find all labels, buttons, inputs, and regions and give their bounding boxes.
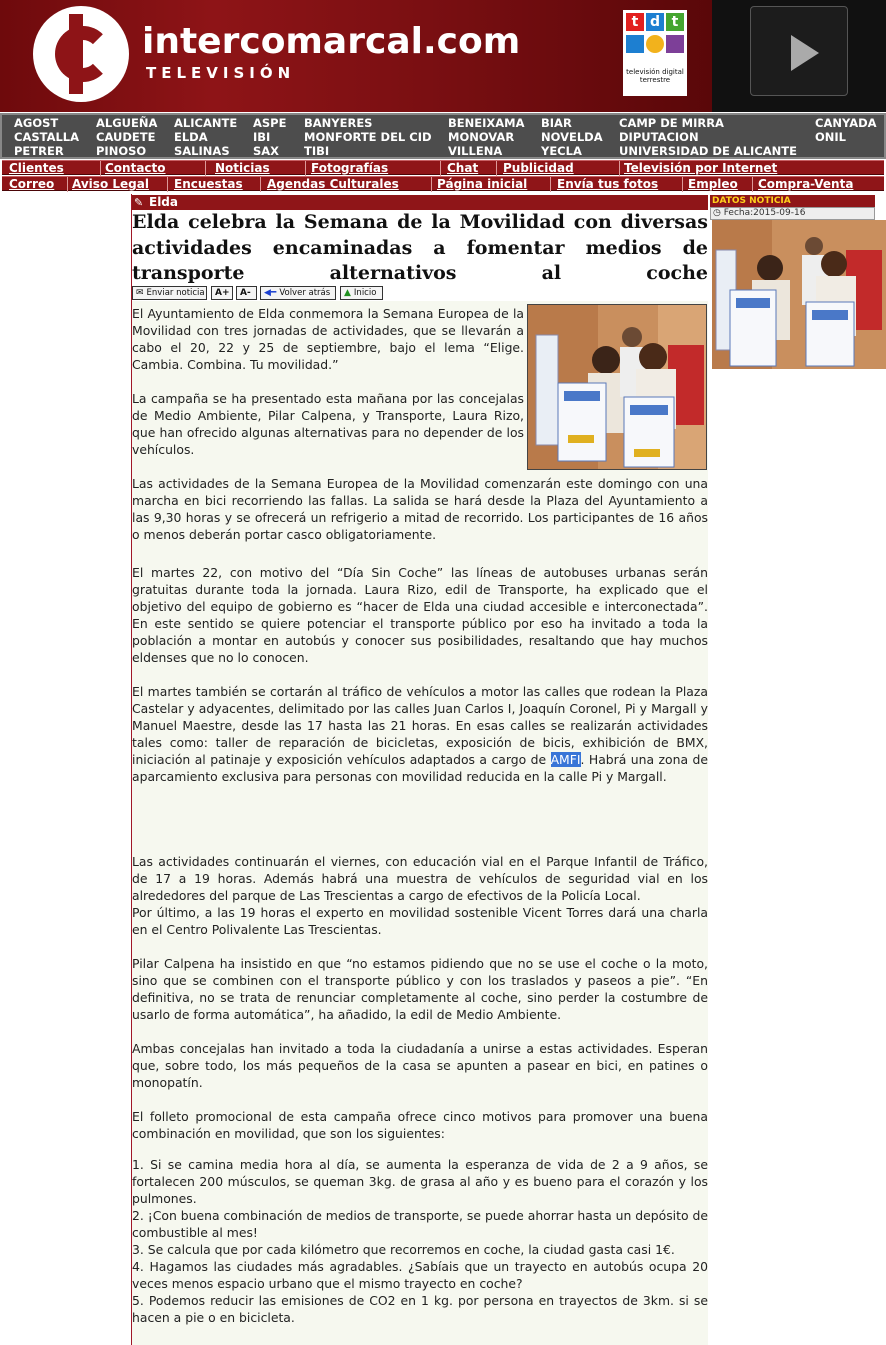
font-decrease-button[interactable]: A- bbox=[236, 286, 257, 300]
article-paragraph bbox=[132, 683, 708, 785]
back-button[interactable] bbox=[260, 286, 336, 300]
tdt-circle-icon bbox=[646, 35, 664, 53]
town-link[interactable]: ONIL bbox=[815, 130, 847, 144]
font-increase-button[interactable]: A+ bbox=[211, 286, 233, 300]
town-link[interactable]: CANYADA bbox=[815, 116, 877, 130]
town-link[interactable]: BIAR bbox=[541, 116, 572, 130]
town-link[interactable]: ALGUEÑA bbox=[96, 116, 158, 130]
list-item: 5. Podemos reducir las emisiones de CO2 en 1 kg. por persona en trayectos de 3km. si se hacen a pie o en bicicleta. bbox=[132, 1293, 708, 1325]
town-link[interactable]: UNIVERSIDAD DE ALICANTE bbox=[619, 144, 797, 158]
photo-illustration bbox=[528, 305, 707, 470]
town-link[interactable]: CAUDETE bbox=[96, 130, 156, 144]
nav-noticias[interactable]: Noticias bbox=[215, 161, 270, 175]
brand-subtitle: TELEVISIÓN bbox=[146, 64, 296, 82]
pencil-icon: ✎ bbox=[134, 196, 144, 209]
nav-pagina-inicial[interactable]: Página inicial bbox=[437, 177, 528, 191]
clock-icon: ◷ bbox=[713, 208, 721, 218]
list-item: 4. Hagamos las ciudades más agradables. ¿Sabíais que un trayecto en autobús ocupa 20 veces menos espacio urbano que el mismo trayecto en coche? bbox=[132, 1259, 708, 1291]
arrow-left-icon: ◀━ bbox=[264, 288, 277, 298]
nav-television-internet[interactable]: Televisión por Internet bbox=[624, 161, 778, 175]
nav-divider bbox=[205, 161, 206, 176]
article-paragraph: El folleto promocional de esta campaña ofrece cinco motivos para promover una buena combinación en movilidad, que son los siguientes: bbox=[132, 1109, 708, 1141]
nav-divider bbox=[167, 177, 168, 192]
news-date bbox=[710, 207, 875, 220]
nav-divider bbox=[752, 177, 753, 192]
nav-correo[interactable]: Correo bbox=[9, 177, 55, 191]
nav-divider bbox=[67, 177, 68, 192]
news-date-text: Fecha:2015-09-16 bbox=[723, 208, 806, 218]
side-thumbnail[interactable] bbox=[712, 220, 886, 369]
tdt-letter-t2: t bbox=[666, 13, 684, 31]
town-link[interactable]: ALICANTE bbox=[174, 116, 238, 130]
nav-divider bbox=[550, 177, 551, 192]
send-news-button[interactable] bbox=[132, 286, 207, 300]
town-link[interactable]: ASPE bbox=[253, 116, 287, 130]
main-nav bbox=[2, 160, 884, 175]
article-paragraph: El martes 22, con motivo del “Día Sin Coche” las líneas de autobuses urbanas serán gratuitas durante toda la jornada. Laura Rizo, edil de Transporte, ha explicado que el objetivo del equipo de gobierno es “hacer de Elda una ciudad accesible e interconectada”. En este sentido se quiere potenciar el transporte público por eso ha invitado a toda la población a montar en autobús y conocer sus posibilidades, resaltando que hay muchos eldenses que no lo conocen. bbox=[132, 565, 708, 665]
back-label: Volver atrás bbox=[279, 288, 331, 298]
nav-aviso-legal[interactable]: Aviso Legal bbox=[72, 177, 149, 191]
nav-divider bbox=[431, 177, 432, 192]
town-link[interactable]: PETRER bbox=[14, 144, 64, 158]
nav-compra-venta[interactable]: Compra-Venta bbox=[758, 177, 854, 191]
nav-divider bbox=[440, 161, 441, 176]
header-banner bbox=[0, 0, 712, 112]
nav-divider bbox=[682, 177, 683, 192]
nav-fotografias[interactable]: Fotografías bbox=[311, 161, 389, 175]
town-link[interactable]: BANYERES bbox=[304, 116, 373, 130]
secondary-nav bbox=[2, 176, 884, 191]
list-item: 1. Si se camina media hora al día, se aumenta la esperanza de vida de 2 a 9 años, se fortalecen 200 músculos, se queman 3kg. de grasa al año y es bueno para el corazón y los pulmones. bbox=[132, 1157, 708, 1206]
article-paragraph: El Ayuntamiento de Elda conmemora la Semana Europea de la Movilidad con tres jornadas de actividades, que se llevarán a cabo el 20, 22 y 25 de septiembre, bajo el lema “Elige. Cambia. Combina. Tu movilidad.” bbox=[132, 306, 524, 372]
town-link[interactable]: CASTALLA bbox=[14, 130, 80, 144]
article-paragraph: Las actividades continuarán el viernes, con educación vial en el Parque Infantil de Tráfico, de 17 a 19 horas. Además habrá una muestra de vehículos de seguridad vial en los alrededores del parque de Las Trescientas a cargo de efectivos de la Policía Local. bbox=[132, 854, 708, 903]
article-paragraph: La campaña se ha presentado esta mañana por las concejalas de Medio Ambiente, Pilar Calpena, y Transporte, Laura Rizo, que han ofrecido algunas alternativas para no depender de los vehículos. bbox=[132, 391, 524, 457]
nav-publicidad[interactable]: Publicidad bbox=[503, 161, 574, 175]
article-paragraph: Ambas concejalas han invitado a toda la ciudadanía a unirse a estas actividades. Esperan que, sobre todo, los más pequeños de la casa se apunten a pasear en bici, en patines o monopatín. bbox=[132, 1041, 708, 1090]
envelope-icon: ✉ bbox=[136, 288, 144, 298]
selected-text[interactable]: AMFI bbox=[550, 752, 581, 767]
logo-ring bbox=[55, 26, 111, 82]
list-item: 3. Se calcula que por cada kilómetro que recorremos en coche, la ciudad gasta casi 1€. bbox=[132, 1242, 675, 1257]
towns-menu bbox=[0, 113, 886, 159]
tdt-caption: televisión digital terrestre bbox=[626, 68, 684, 84]
town-link[interactable]: DIPUTACION bbox=[619, 130, 699, 144]
town-link[interactable]: NOVELDA bbox=[541, 130, 603, 144]
thumbnail-illustration bbox=[712, 220, 886, 369]
nav-encuestas[interactable]: Encuestas bbox=[174, 177, 243, 191]
reasons-list bbox=[132, 1156, 708, 1326]
town-link[interactable]: AGOST bbox=[14, 116, 59, 130]
town-link[interactable]: ELDA bbox=[174, 130, 208, 144]
play-icon[interactable] bbox=[791, 35, 819, 71]
list-item: 2. ¡Con buena combinación de medios de transporte, se puede ahorrar hasta un depósito de combustible al mes! bbox=[132, 1208, 708, 1240]
tdt-letter-d: d bbox=[646, 13, 664, 31]
tdt-letter-t1: t bbox=[626, 13, 644, 31]
town-link[interactable]: MONOVAR bbox=[448, 130, 515, 144]
tdt-square-purple bbox=[666, 35, 684, 53]
town-link[interactable]: CAMP DE MIRRA bbox=[619, 116, 724, 130]
nav-divider bbox=[305, 161, 306, 176]
town-link[interactable]: SALINAS bbox=[174, 144, 230, 158]
nav-clientes[interactable]: Clientes bbox=[9, 161, 64, 175]
town-link[interactable]: MONFORTE DEL CID bbox=[304, 130, 432, 144]
tdt-square-blue bbox=[626, 35, 644, 53]
article-title: Elda celebra la Semana de la Movilidad con diversas actividades encaminadas a fomentar medios de transporte alternativos al coche bbox=[132, 211, 708, 284]
news-data-heading: DATOS NOTICIA bbox=[710, 195, 875, 207]
home-label: Inicio bbox=[353, 288, 377, 298]
nav-contacto[interactable]: Contacto bbox=[105, 161, 166, 175]
nav-divider bbox=[100, 161, 101, 176]
town-link[interactable]: SAX bbox=[253, 144, 280, 158]
send-news-label: Enviar noticia bbox=[146, 288, 205, 298]
video-player[interactable] bbox=[750, 6, 848, 96]
nav-empleo[interactable]: Empleo bbox=[688, 177, 738, 191]
paragraph-text: . Habrá una zona de aparcamiento exclusiva para personas con movilidad reducida en la calle Pi y Margall. bbox=[132, 752, 708, 784]
arrow-up-icon: ▲ bbox=[344, 288, 351, 298]
paragraph-text: El martes también se cortarán al tráfico de vehículos a motor las calles que rodean la Plaza Castelar y adyacentes, delimitado por las calles Juan Carlos I, Joaquín Coronel, Pi y Margall y Manuel Maestre, desde las 17 hasta las 21 horas. En esas calles se realizarán actividades tales como: taller de reparación de bicicletas, exposición de bicis, exhibición de BMX, iniciación al patinaje y exposición vehículos adaptados a cargo de bbox=[132, 684, 708, 767]
site-logo[interactable] bbox=[33, 6, 129, 102]
town-link[interactable]: YECLA bbox=[541, 144, 582, 158]
article-paragraph: Por último, a las 19 horas el experto en movilidad sostenible Vicent Torres dará una charla en el Centro Polivalente Las Trescientas. bbox=[132, 905, 708, 937]
article-paragraph: Pilar Calpena ha insistido en que “no estamos pidiendo que no se use el coche o la moto, sino que se combinen con el transporte público y con los traslados y paseos a pie”. “En definitiva, no se trata de renunciar completamente al coche, sino perder la costumbre de usarlo de forma automática”, ha añadido, la edil de Medio Ambiente. bbox=[132, 956, 708, 1022]
site-header bbox=[0, 0, 886, 112]
brand-name: intercomarcal.com bbox=[142, 21, 521, 62]
category-label: Elda bbox=[149, 195, 178, 209]
nav-chat[interactable]: Chat bbox=[447, 161, 479, 175]
category-bar bbox=[132, 195, 708, 210]
home-button[interactable] bbox=[340, 286, 383, 300]
nav-agendas-culturales[interactable]: Agendas Culturales bbox=[267, 177, 399, 191]
article-paragraph: Las actividades de la Semana Europea de la Movilidad comenzarán este domingo con una marcha en bici recorriendo las fallas. La salida se hará desde la Plaza del Ayuntamiento a las 9,30 horas y se ofrecerá un refrigerio a mitad de recorrido. Los participantes de 16 años o menos deberán portar casco obligatoriamente. bbox=[132, 476, 708, 542]
town-link[interactable]: IBI bbox=[253, 130, 271, 144]
logo-bar bbox=[69, 14, 83, 94]
nav-divider bbox=[619, 161, 620, 176]
town-link[interactable]: BENEIXAMA bbox=[448, 116, 525, 130]
tdt-logo bbox=[623, 10, 687, 96]
article-photo[interactable] bbox=[527, 304, 707, 470]
nav-divider bbox=[496, 161, 497, 176]
nav-divider bbox=[260, 177, 261, 192]
nav-envia-fotos[interactable]: Envía tus fotos bbox=[557, 177, 659, 191]
town-link[interactable]: PINOSO bbox=[96, 144, 147, 158]
town-link[interactable]: VILLENA bbox=[448, 144, 503, 158]
town-link[interactable]: TIBI bbox=[304, 144, 330, 158]
